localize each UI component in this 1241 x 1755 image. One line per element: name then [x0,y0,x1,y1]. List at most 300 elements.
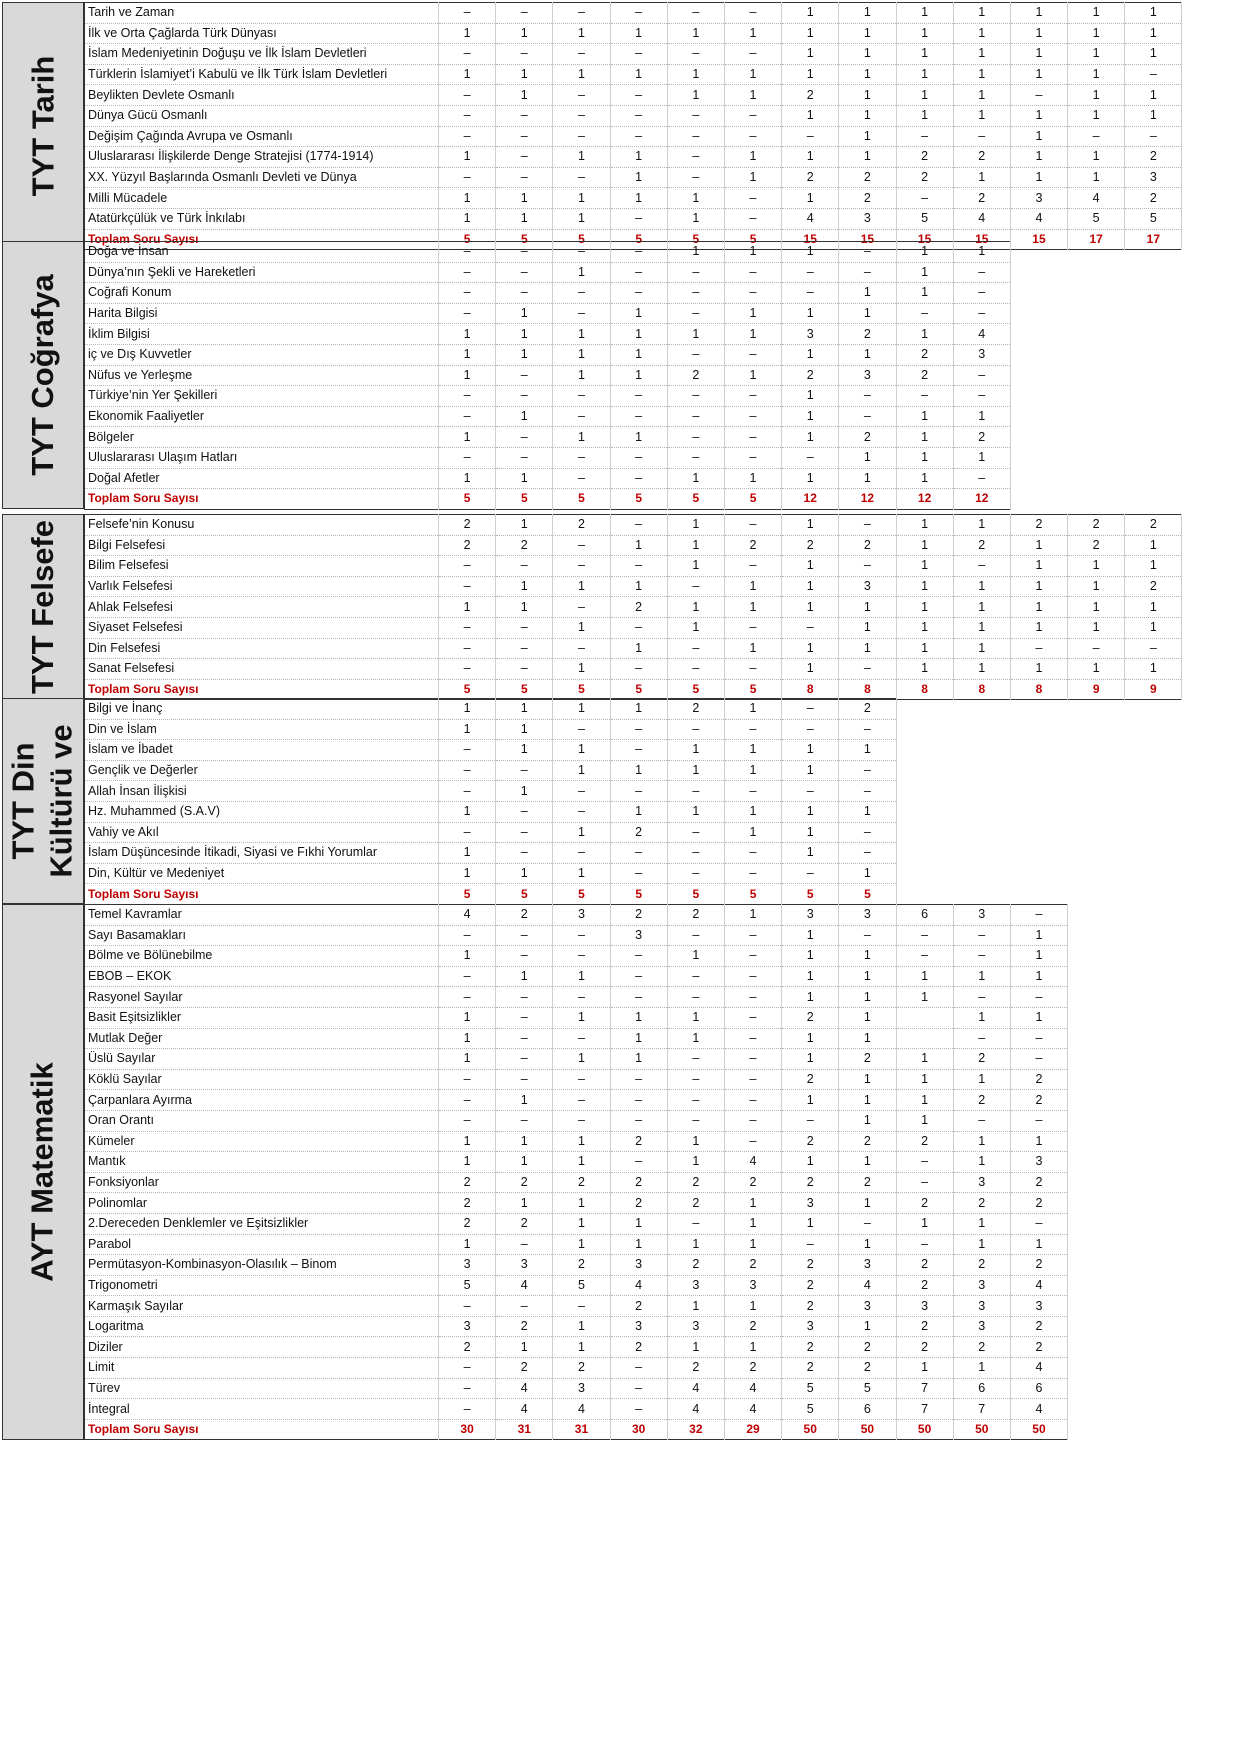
topic-cell: iç ve Dış Kuvvetler [85,344,439,365]
topic-cell: İntegral [85,1399,439,1420]
table-row [85,863,897,884]
total-count-cell: 8 [1010,679,1067,700]
count-cell: – [724,659,781,680]
topic-cell: Harita Bilgisi [85,303,439,324]
count-cell: 5 [439,1275,496,1296]
count-cell: 7 [953,1399,1010,1420]
count-cell: 1 [896,447,953,468]
count-cell: – [724,863,781,884]
count-cell: – [610,1110,667,1131]
table-row [85,406,1011,427]
count-cell: 1 [610,23,667,44]
total-count-cell: 15 [896,229,953,250]
count-cell: – [782,447,839,468]
count-cell: – [724,208,781,229]
count-cell: 1 [553,365,610,386]
count-cell: 1 [782,597,839,618]
topic-cell: Din ve İslam [85,719,439,740]
total-count-cell: 5 [724,884,781,905]
count-cell: – [610,3,667,24]
count-cell: 2 [1010,1337,1067,1358]
count-cell: – [667,303,724,324]
count-cell: – [953,987,1010,1008]
count-cell: – [496,659,553,680]
count-cell: – [896,1152,953,1173]
count-cell: 1 [782,188,839,209]
count-cell: 3 [953,1275,1010,1296]
count-cell: 1 [896,659,953,680]
count-cell: 3 [610,1255,667,1276]
count-cell: 1 [839,1007,896,1028]
count-cell: 1 [782,23,839,44]
count-cell: – [553,925,610,946]
count-cell: – [724,262,781,283]
count-cell: 2 [896,344,953,365]
count-cell: – [610,987,667,1008]
count-cell: 1 [610,1234,667,1255]
count-cell: 3 [1125,167,1182,188]
count-cell: – [610,386,667,407]
count-cell: 1 [782,801,839,822]
count-cell: 1 [496,406,553,427]
count-cell: 2 [839,1172,896,1193]
count-cell: 1 [610,699,667,720]
topic-cell: Milli Mücadele [85,188,439,209]
count-cell: – [724,781,781,802]
count-cell: 1 [667,801,724,822]
count-cell: 1 [1068,44,1125,65]
count-cell: – [724,987,781,1008]
count-cell: – [839,843,896,864]
count-cell: 1 [1010,946,1067,967]
count-cell: – [896,188,953,209]
topic-cell: Mutlak Değer [85,1028,439,1049]
count-cell: 1 [667,760,724,781]
count-cell: 1 [724,64,781,85]
total-count-cell: 5 [667,884,724,905]
count-cell: 2 [667,905,724,926]
count-cell: 1 [439,863,496,884]
count-cell: – [667,44,724,65]
count-cell: – [667,1069,724,1090]
count-cell: 2 [782,1131,839,1152]
count-cell: 3 [553,1378,610,1399]
count-cell: 1 [782,1028,839,1049]
table-row [85,1337,1068,1358]
topic-cell: Karmaşık Sayılar [85,1296,439,1317]
count-cell: – [839,659,896,680]
table-row [85,23,1182,44]
count-cell: 4 [1068,188,1125,209]
table-row [85,344,1011,365]
count-cell: 2 [439,535,496,556]
count-cell: – [782,863,839,884]
topic-cell: Dünya Gücü Osmanlı [85,105,439,126]
topic-cell: XX. Yüzyıl Başlarında Osmanlı Devleti ve Dünya [85,167,439,188]
count-cell: 1 [439,946,496,967]
table-row [85,44,1182,65]
count-cell: 1 [953,44,1010,65]
count-cell: 1 [610,1007,667,1028]
table-row [85,1234,1068,1255]
count-cell: – [553,406,610,427]
count-cell: – [896,303,953,324]
count-cell: 5 [1068,208,1125,229]
count-cell: 1 [667,946,724,967]
count-cell: – [553,126,610,147]
count-cell: 3 [439,1255,496,1276]
count-cell: 2 [953,147,1010,168]
count-cell: 3 [1010,1296,1067,1317]
count-cell: 2 [667,1358,724,1379]
count-cell: 1 [839,64,896,85]
count-cell: 1 [1125,659,1182,680]
section-title-line: TYT Din [6,742,42,860]
count-cell: 1 [553,147,610,168]
count-cell: 7 [896,1399,953,1420]
count-cell: – [724,406,781,427]
topic-cell: Doğa ve İnsan [85,242,439,263]
total-count-cell: 50 [782,1419,839,1440]
table-row [85,208,1182,229]
table-row [85,1213,1068,1234]
count-cell: 3 [839,576,896,597]
count-cell: 4 [1010,1275,1067,1296]
count-cell: – [553,535,610,556]
count-cell: 1 [782,3,839,24]
table-row [85,303,1011,324]
count-cell: 1 [782,760,839,781]
count-cell: 2 [953,1049,1010,1070]
count-cell: 1 [782,242,839,263]
count-cell: – [496,1007,553,1028]
count-cell: 2 [610,1131,667,1152]
count-cell: 2 [724,1316,781,1337]
count-cell: – [553,167,610,188]
count-cell: – [439,283,496,304]
count-cell: – [839,262,896,283]
topic-cell: Sanat Felsefesi [85,659,439,680]
table-row [85,1378,1068,1399]
count-cell: – [553,987,610,1008]
count-cell: 1 [1068,597,1125,618]
count-cell: 3 [553,905,610,926]
count-cell: – [496,147,553,168]
count-cell: – [439,966,496,987]
count-cell: 1 [953,515,1010,536]
count-cell: 1 [610,638,667,659]
count-cell: 1 [667,535,724,556]
count-cell: 2 [610,1172,667,1193]
count-cell: 1 [667,1131,724,1152]
count-cell: – [667,147,724,168]
count-cell: – [496,617,553,638]
count-cell: 1 [496,85,553,106]
count-cell: 1 [782,946,839,967]
count-cell: – [1010,1110,1067,1131]
count-cell: – [439,386,496,407]
total-count-cell: 30 [610,1419,667,1440]
count-cell: 1 [839,85,896,106]
table-row [85,1172,1068,1193]
count-cell: – [782,699,839,720]
total-count-cell: 29 [724,1419,781,1440]
count-cell: 1 [724,85,781,106]
count-cell: – [839,406,896,427]
count-cell: – [953,468,1010,489]
count-cell: – [553,1090,610,1111]
count-cell: 1 [839,1193,896,1214]
count-cell: – [553,447,610,468]
count-cell: 1 [1125,23,1182,44]
table-row [85,147,1182,168]
total-label: Toplam Soru Sayısı [85,489,439,510]
count-cell: 2 [953,427,1010,448]
count-cell: 1 [496,1090,553,1111]
total-label: Toplam Soru Sayısı [85,229,439,250]
count-cell: 1 [496,208,553,229]
count-cell: 1 [782,44,839,65]
count-cell: – [839,781,896,802]
topic-cell: Uluslararası Ulaşım Hatları [85,447,439,468]
total-count-cell: 15 [1010,229,1067,250]
count-cell: 2 [953,1193,1010,1214]
count-cell: – [896,925,953,946]
count-cell: 1 [439,597,496,618]
total-count-cell: 8 [953,679,1010,700]
count-cell: 2 [782,1275,839,1296]
total-count-cell: 8 [839,679,896,700]
count-cell: – [1068,126,1125,147]
count-cell: 1 [439,1152,496,1173]
count-cell: 1 [439,344,496,365]
count-cell: – [667,659,724,680]
count-cell: 2 [610,1296,667,1317]
count-cell: 2 [953,1255,1010,1276]
count-cell: 1 [439,843,496,864]
count-cell: – [724,925,781,946]
count-cell: 2 [1125,147,1182,168]
count-cell: 3 [839,1296,896,1317]
count-cell: 1 [724,1296,781,1317]
topic-cell: Çarpanlara Ayırma [85,1090,439,1111]
count-cell: 3 [839,905,896,926]
count-cell: 1 [839,987,896,1008]
section-title: TYT Coğrafya [25,274,60,476]
count-cell: 2 [896,1131,953,1152]
count-cell: – [724,126,781,147]
total-count-cell: 12 [839,489,896,510]
count-cell: – [610,843,667,864]
count-cell: 1 [667,1234,724,1255]
count-cell: 2 [953,1090,1010,1111]
count-cell: 1 [953,1007,1010,1028]
count-cell: 1 [496,468,553,489]
count-cell: – [667,344,724,365]
topic-cell: Oran Orantı [85,1110,439,1131]
count-cell: 1 [953,105,1010,126]
table-row [85,822,897,843]
count-cell: 1 [953,167,1010,188]
total-label: Toplam Soru Sayısı [85,1419,439,1440]
count-cell: – [782,617,839,638]
count-cell: 1 [782,1090,839,1111]
count-cell: 1 [667,64,724,85]
topic-cell: Temel Kavramlar [85,905,439,926]
topic-cell: Polinomlar [85,1193,439,1214]
count-cell: 1 [1125,617,1182,638]
count-cell: 1 [1125,3,1182,24]
total-row [85,489,1011,510]
total-count-cell: 15 [839,229,896,250]
topic-cell: Türkiye’nin Yer Şekilleri [85,386,439,407]
table-row [85,1007,1068,1028]
count-cell: 1 [782,1049,839,1070]
count-cell: 1 [553,822,610,843]
count-cell: 1 [896,262,953,283]
count-cell: 4 [496,1399,553,1420]
count-cell: – [553,843,610,864]
count-cell: – [496,946,553,967]
count-cell: – [496,822,553,843]
count-cell: – [667,925,724,946]
count-cell: 1 [839,283,896,304]
total-count-cell: 5 [553,229,610,250]
count-cell: 1 [439,188,496,209]
count-cell: 1 [896,1049,953,1070]
count-cell: – [610,863,667,884]
total-count-cell: 5 [839,884,896,905]
count-cell: 2 [439,515,496,536]
total-count-cell: 5 [667,229,724,250]
count-cell: – [439,44,496,65]
count-cell: – [553,556,610,577]
count-cell: 4 [724,1399,781,1420]
table-row [85,1255,1068,1276]
count-cell: 1 [553,966,610,987]
count-cell: – [667,843,724,864]
total-count-cell: 12 [782,489,839,510]
count-cell: 2 [896,365,953,386]
count-cell: – [667,638,724,659]
total-count-cell: 15 [953,229,1010,250]
table-row [85,447,1011,468]
count-cell: – [439,1069,496,1090]
count-cell: 1 [724,1234,781,1255]
count-cell: 4 [439,905,496,926]
count-cell: 1 [439,23,496,44]
count-cell: 1 [839,447,896,468]
topic-cell: Varlık Felsefesi [85,576,439,597]
count-cell: 6 [953,1378,1010,1399]
count-cell: 4 [667,1399,724,1420]
count-cell: – [1010,1213,1067,1234]
topic-cell: Coğrafi Konum [85,283,439,304]
count-cell: – [439,262,496,283]
count-cell: 1 [896,283,953,304]
count-cell: – [724,1069,781,1090]
count-cell: 1 [953,617,1010,638]
section-title-box [2,514,84,699]
count-cell: 1 [1010,44,1067,65]
count-cell: – [724,283,781,304]
count-cell: 4 [724,1378,781,1399]
count-cell: 2 [782,167,839,188]
count-cell: – [610,1152,667,1173]
count-cell: 1 [782,303,839,324]
count-cell: 1 [553,1193,610,1214]
count-cell: – [782,283,839,304]
count-cell: 2 [1125,188,1182,209]
table-row [85,1090,1068,1111]
count-cell: 1 [439,719,496,740]
count-cell: 1 [553,324,610,345]
count-cell: – [724,1028,781,1049]
count-cell: 3 [1010,1152,1067,1173]
count-cell: – [496,843,553,864]
count-cell: – [496,447,553,468]
table-row [85,576,1182,597]
count-cell: 1 [1010,126,1067,147]
count-cell: – [667,386,724,407]
count-cell: – [439,760,496,781]
count-cell: – [439,105,496,126]
count-cell: – [553,719,610,740]
count-cell: 1 [782,147,839,168]
count-cell: 1 [839,44,896,65]
count-cell: 3 [782,324,839,345]
count-cell: 1 [610,1213,667,1234]
count-cell: 2 [896,167,953,188]
count-cell: 1 [553,760,610,781]
count-cell: – [553,283,610,304]
count-cell: 1 [782,1213,839,1234]
count-cell: 1 [1068,105,1125,126]
count-cell: 1 [724,699,781,720]
count-cell: – [839,925,896,946]
count-cell: – [439,242,496,263]
count-cell: 3 [610,1316,667,1337]
count-cell: 1 [724,468,781,489]
count-cell: – [610,283,667,304]
count-cell: 1 [724,801,781,822]
count-cell: – [439,1378,496,1399]
count-cell: – [439,822,496,843]
table-row [85,1069,1068,1090]
table-row [85,1049,1068,1070]
count-cell: 1 [553,64,610,85]
table-row [85,946,1068,967]
topic-cell: Ahlak Felsefesi [85,597,439,618]
section-title-box [2,904,84,1440]
count-cell: 1 [1068,64,1125,85]
count-cell: 1 [553,1049,610,1070]
count-cell: – [439,1296,496,1317]
count-cell: – [896,386,953,407]
count-cell: – [839,386,896,407]
topic-cell: EBOB – EKOK [85,966,439,987]
topic-cell: Fonksiyonlar [85,1172,439,1193]
count-cell: – [553,44,610,65]
count-cell: – [610,946,667,967]
count-cell: – [439,576,496,597]
count-cell: 1 [496,324,553,345]
table-row [85,468,1011,489]
count-cell: – [1010,905,1067,926]
section-title: AYT Matematik [25,1062,61,1282]
count-cell: 1 [553,1316,610,1337]
count-cell: 2 [1010,1172,1067,1193]
